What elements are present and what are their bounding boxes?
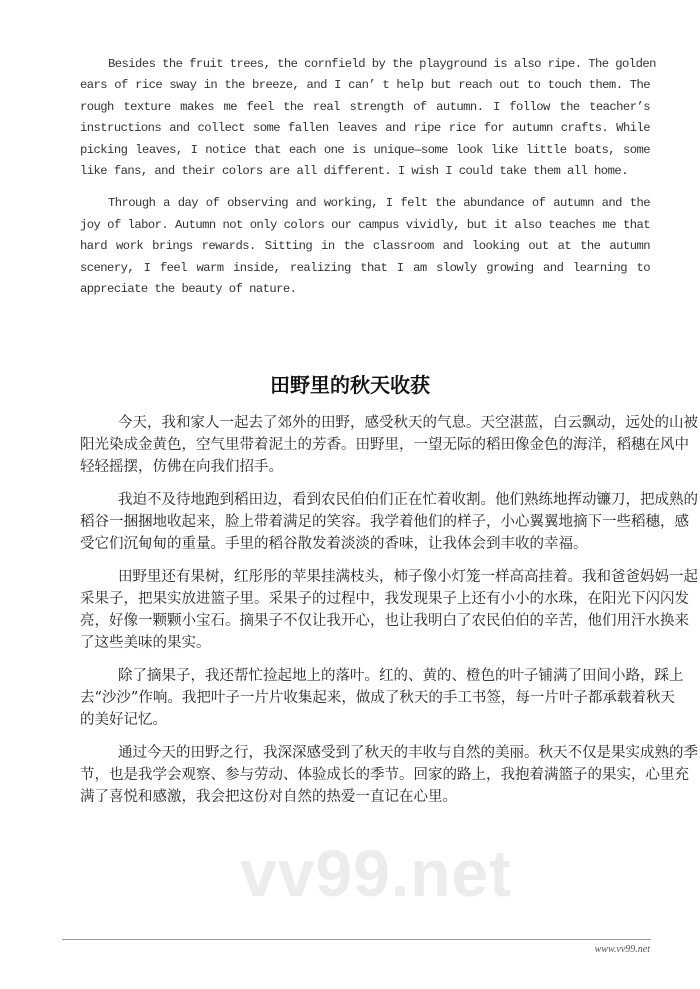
text-line: 阳光染成金黄色，空气里带着泥土的芳香。田野里，一望无际的稻田像金色的海洋，稻穗在风中 [80, 437, 689, 453]
english-text [80, 54, 656, 311]
text-line: picking leaves, I notice that each one is unique—some look like little boats, some [80, 142, 650, 157]
text-line: Through a day of observing and working, I felt the abundance of autumn and the [108, 196, 650, 211]
paragraph [80, 54, 656, 182]
paragraph [80, 193, 650, 300]
text-line: 采果子，把果实放进篮子里。采果子的过程中，我发现果子上还有小小的水珠，在阳光下闪闪发 [80, 591, 689, 607]
text-line: 受它们沉甸甸的重量。手里的稻谷散发着淡淡的香味，让我体会到丰收的幸福。 [80, 536, 588, 552]
text-line: 的美好记忆。 [80, 712, 167, 728]
text-line: 节，也是我学会观察、参与劳动、体验成长的季节。回家的路上，我抱着满篮子的果实，心里充 [80, 767, 689, 783]
watermark: vv99.net [240, 836, 513, 910]
text-line: 满了喜悦和感激，我会把这份对自然的热爱一直记在心里。 [80, 789, 457, 805]
text-line: 亮，好像一颗颗小宝石。摘果子不仅让我开心，也让我明白了农民伯伯的辛苦，他们用汗水换来 [80, 613, 689, 629]
text-line: 田野里还有果树，红彤彤的苹果挂满枝头，柿子像小灯笼一样高高挂着。我和爸爸妈妈一起 [118, 569, 698, 585]
text-line: 今天，我和家人一起去了郊外的田野，感受秋天的气息。天空湛蓝，白云飘动，远处的山被 [118, 415, 698, 431]
text-line: joy of labor. Autumn not only colors our campus vividly, but it also teaches me that [80, 217, 650, 232]
text-line: appreciate the beauty of nature. [80, 282, 297, 297]
text-line: 我迫不及待地跑到稻田边，看到农民伯伯们正在忙着收割。他们熟练地挥动镰刀，把成熟的 [118, 492, 698, 508]
chinese-text [80, 412, 698, 819]
text-line: 了这些美味的果实。 [80, 635, 211, 651]
text-line: scenery, I feel warm inside, realizing that I am slowly growing and learning to [80, 260, 650, 275]
text-line: Besides the fruit trees, the cornfield by the playground is also ripe. The golden [108, 57, 656, 71]
text-line: rough texture makes me feel the real strength of autumn. I follow the teacher’s [80, 99, 650, 114]
text-line: like fans, and their colors are all different. I wish I could take them all home. [80, 164, 628, 179]
paragraph [80, 665, 684, 731]
footer-divider [62, 939, 651, 940]
paragraph [80, 566, 698, 654]
text-line: 稻谷一捆捆地收起来，脸上带着满足的笑容。我学着他们的样子，小心翼翼地摘下一些稻穗，感 [80, 514, 689, 530]
text-line: 去“沙沙”作响。我把叶子一片片收集起来，做成了秋天的手工书签，每一片叶子都承载着秋天 [80, 690, 675, 706]
paragraph [80, 489, 698, 555]
footer-url: www.vv99.net [594, 944, 650, 955]
paragraph [80, 412, 698, 478]
paragraph [80, 742, 698, 808]
text-line: ears of rice sway in the breeze, and I can’ t help but reach out to touch them. The [80, 78, 650, 93]
chinese-title: 田野里的秋天收获 [270, 373, 430, 397]
text-line: 通过今天的田野之行，我深深感受到了秋天的丰收与自然的美丽。秋天不仅是果实成熟的季 [118, 745, 698, 761]
text-line: 除了摘果子，我还帮忙捡起地上的落叶。红的、黄的、橙色的叶子铺满了田间小路，踩上 [118, 668, 684, 684]
text-line: hard work brings rewards. Sitting in the classroom and looking out at the autumn [80, 239, 650, 254]
text-line: instructions and collect some fallen leaves and ripe rice for autumn crafts. While [80, 121, 650, 136]
text-line: 轻轻摇摆，仿佛在向我们招手。 [80, 459, 283, 475]
